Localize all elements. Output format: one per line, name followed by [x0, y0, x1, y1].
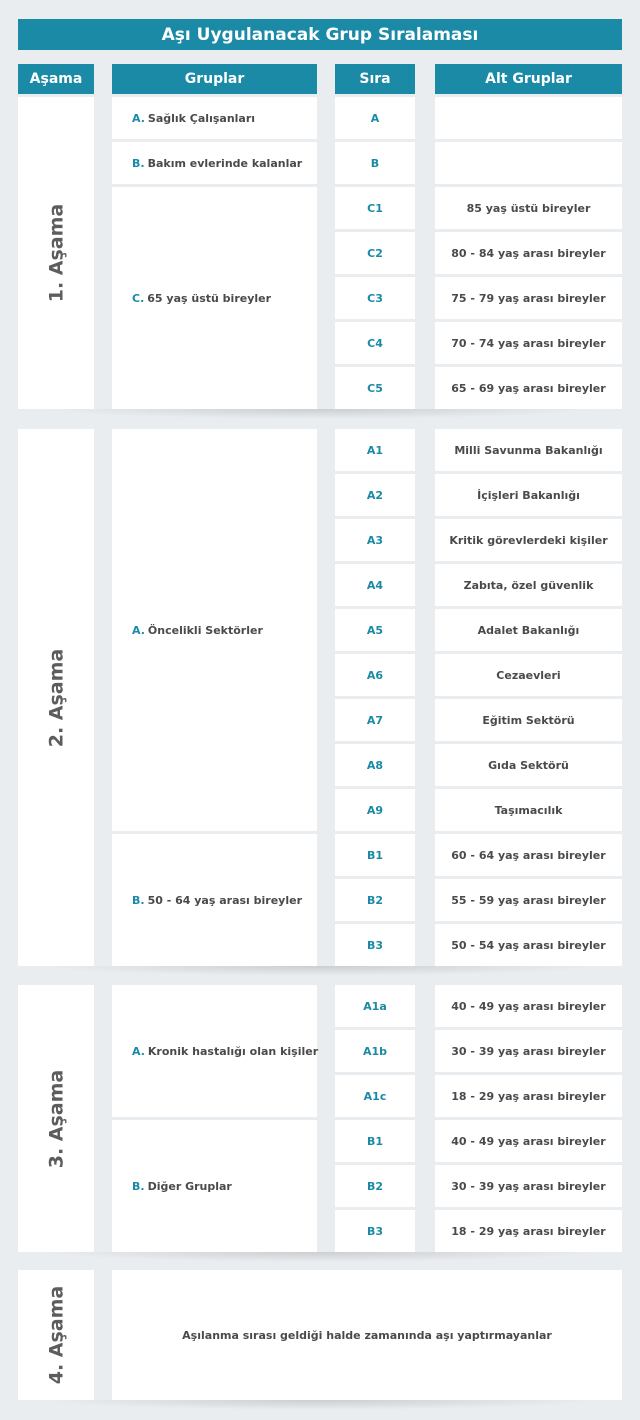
group-letter: A. — [132, 623, 145, 637]
subgroup-cell: 30 - 39 yaş arası bireyler — [435, 1030, 622, 1072]
group-letter: A. — [132, 111, 145, 125]
subgroup-cell: 40 - 49 yaş arası bireyler — [435, 985, 622, 1027]
order-cell: A1a — [335, 985, 415, 1027]
subgroup-cell: Adalet Bakanlığı — [435, 609, 622, 651]
phase-4-text: 4. Aşama — [45, 1285, 68, 1385]
group-letter: B. — [132, 1179, 145, 1193]
phase-3-label — [18, 985, 94, 1252]
subgroup-cell: 60 - 64 yaş arası bireyler — [435, 834, 622, 876]
subgroup-cell — [435, 142, 622, 184]
group-letter: B. — [132, 893, 145, 907]
group-cell — [112, 429, 317, 831]
section-shadow — [40, 1400, 600, 1410]
group-letter: A. — [132, 1044, 145, 1058]
group-name: 65 yaş üstü bireyler — [147, 291, 272, 305]
header-subgroups: Alt Gruplar — [435, 64, 622, 94]
order-cell: B2 — [335, 879, 415, 921]
section-shadow — [40, 409, 600, 419]
section-shadow — [40, 966, 600, 976]
order-cell: A — [335, 97, 415, 139]
order-cell: A1 — [335, 429, 415, 471]
order-cell: B3 — [335, 1210, 415, 1252]
header-groups: Gruplar — [112, 64, 317, 94]
group-cell — [112, 985, 317, 1117]
phase-1-text: 1. Aşama — [45, 203, 68, 303]
order-cell: C5 — [335, 367, 415, 409]
group-cell — [112, 97, 317, 139]
header-phase: Aşama — [18, 64, 94, 94]
order-cell: B2 — [335, 1165, 415, 1207]
subgroup-cell: İçişleri Bakanlığı — [435, 474, 622, 516]
group-name: Diğer Gruplar — [147, 1179, 232, 1193]
group-cell — [112, 187, 317, 409]
phase-3-text: 3. Aşama — [45, 1069, 68, 1168]
order-cell: A6 — [335, 654, 415, 696]
order-cell: A4 — [335, 564, 415, 606]
group-name: Kronik hastalığı olan kişiler — [147, 1044, 319, 1058]
subgroup-cell: 80 - 84 yaş arası bireyler — [435, 232, 622, 274]
group-name: Öncelikli Sektörler — [147, 623, 263, 637]
order-cell: B3 — [335, 924, 415, 966]
order-cell: A1b — [335, 1030, 415, 1072]
subgroup-cell: Cezaevleri — [435, 654, 622, 696]
order-cell: A5 — [335, 609, 415, 651]
subgroup-cell — [435, 97, 622, 139]
subgroup-cell: 70 - 74 yaş arası bireyler — [435, 322, 622, 364]
subgroup-cell: Gıda Sektörü — [435, 744, 622, 786]
subgroup-cell: 50 - 54 yaş arası bireyler — [435, 924, 622, 966]
order-cell: B — [335, 142, 415, 184]
phase-4-description: Aşılanma sırası geldiği halde zamanında aşı yaptırmayanlar — [112, 1270, 622, 1400]
order-cell: C2 — [335, 232, 415, 274]
page-title: Aşı Uygulanacak Grup Sıralaması — [18, 19, 622, 50]
subgroup-cell: Zabıta, özel güvenlik — [435, 564, 622, 606]
subgroup-cell: 85 yaş üstü bireyler — [435, 187, 622, 229]
group-letter: C. — [132, 291, 145, 305]
order-cell: C4 — [335, 322, 415, 364]
subgroup-cell: 18 - 29 yaş arası bireyler — [435, 1075, 622, 1117]
subgroup-cell: Eğitim Sektörü — [435, 699, 622, 741]
subgroup-cell: 30 - 39 yaş arası bireyler — [435, 1165, 622, 1207]
order-cell: A1c — [335, 1075, 415, 1117]
order-cell: C3 — [335, 277, 415, 319]
group-cell — [112, 834, 317, 966]
order-cell: B1 — [335, 834, 415, 876]
group-name: Bakım evlerinde kalanlar — [147, 156, 303, 170]
order-cell: A9 — [335, 789, 415, 831]
subgroup-cell: Kritik görevlerdeki kişiler — [435, 519, 622, 561]
subgroup-cell: 65 - 69 yaş arası bireyler — [435, 367, 622, 409]
section-shadow — [40, 1252, 600, 1262]
phase-4-label — [18, 1270, 94, 1400]
subgroup-cell: Taşımacılık — [435, 789, 622, 831]
subgroup-cell: 40 - 49 yaş arası bireyler — [435, 1120, 622, 1162]
group-name: 50 - 64 yaş arası bireyler — [147, 893, 302, 907]
subgroup-cell: 55 - 59 yaş arası bireyler — [435, 879, 622, 921]
group-cell — [112, 1120, 317, 1252]
subgroup-cell: Milli Savunma Bakanlığı — [435, 429, 622, 471]
phase-1-label — [18, 97, 94, 409]
phase-2-text: 2. Aşama — [45, 648, 68, 747]
subgroup-cell: 75 - 79 yaş arası bireyler — [435, 277, 622, 319]
group-letter: B. — [132, 156, 145, 170]
group-name: Sağlık Çalışanları — [147, 111, 256, 125]
order-cell: A2 — [335, 474, 415, 516]
order-cell: C1 — [335, 187, 415, 229]
group-cell — [112, 142, 317, 184]
order-cell: B1 — [335, 1120, 415, 1162]
order-cell: A3 — [335, 519, 415, 561]
order-cell: A7 — [335, 699, 415, 741]
phase-2-label — [18, 429, 94, 966]
order-cell: A8 — [335, 744, 415, 786]
subgroup-cell: 18 - 29 yaş arası bireyler — [435, 1210, 622, 1252]
header-order: Sıra — [335, 64, 415, 94]
